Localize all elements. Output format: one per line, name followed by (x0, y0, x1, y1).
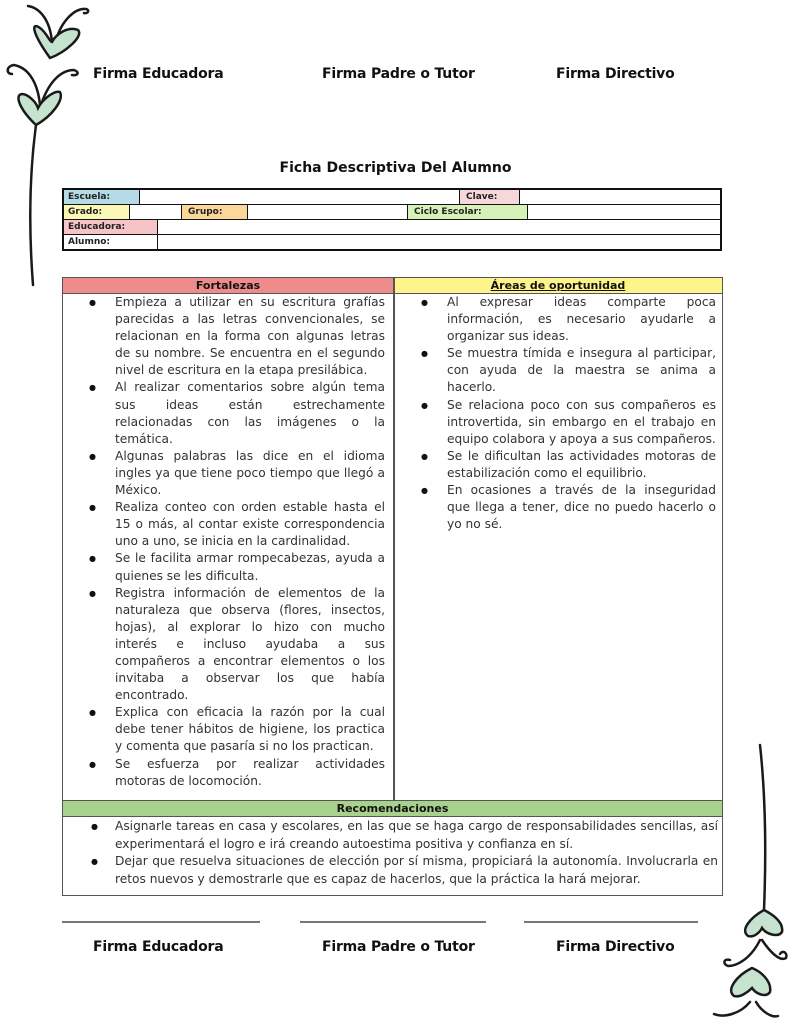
recomendacion-item: ● Asignarle tareas en casa y escolares, en las que se haga cargo de responsabilidades sencillas, así experimentará el logro e irá creando autoestima positiva y confianza en sí. (63, 818, 722, 853)
fortaleza-item: ● Realiza conteo con orden estable hasta el 15 o más, al contar existe correspondencia uno a uno, se inicia en la cardinalidad. (63, 499, 385, 550)
fortaleza-item: ● Registra información de elementos de la naturaleza que observa (flores, insectos, hojas), al explorar lo hizo con mucho interés e incluso ayudaba a sus compañeros a encontrar elementos o los invitaba a observar los que había encontrado. (63, 585, 385, 705)
educadora-label: Educadora: (64, 220, 158, 234)
recomendaciones-header: Recomendaciones (63, 800, 722, 817)
signature-line-directivo (524, 921, 698, 923)
grado-label: Grado: (64, 205, 130, 219)
info-row-grado (64, 205, 720, 220)
info-row-alumno (64, 235, 720, 249)
fortaleza-item: ● Al realizar comentarios sobre algún tema sus ideas están estrechamente relacionadas con las imágenes o la temática. (63, 379, 385, 447)
grupo-field[interactable] (248, 205, 408, 219)
bottom-signature-educadora: Firma Educadora (93, 939, 224, 955)
recomendaciones-section (63, 818, 722, 888)
grado-field[interactable] (130, 205, 182, 219)
fortaleza-item: ● Explica con eficacia la razón por la cual debe tener hábitos de higiene, los practica y comenta que pasaría si no los practican. (63, 704, 385, 755)
alumno-label: Alumno: (64, 235, 158, 249)
ciclo-escolar-field[interactable] (528, 205, 720, 219)
info-row-educadora (64, 220, 720, 235)
fortalezas-list (63, 294, 385, 790)
fortaleza-item: ● Algunas palabras las dice en el idioma ingles ya que tiene poco tiempo que llegó a México. (63, 448, 385, 499)
areas-oportunidad-list (395, 294, 716, 533)
signature-line-educadora (62, 921, 260, 923)
area-oportunidad-item: ● Se muestra tímida e insegura al participar, con ayuda de la maestra se anima a hacerlo. (395, 345, 716, 396)
clave-label: Clave: (460, 190, 520, 204)
signature-line-padre-tutor (300, 921, 486, 923)
educadora-field[interactable] (158, 220, 720, 234)
clave-field[interactable] (520, 190, 720, 204)
top-signature-padre-tutor: Firma Padre o Tutor (322, 66, 475, 82)
info-row-escuela (64, 190, 720, 205)
area-oportunidad-item: ● Se relaciona poco con sus compañeros es introvertida, sin embargo en el trabajo en equipo colabora y apoya a sus compañeros. (395, 397, 716, 448)
escuela-field[interactable] (140, 190, 460, 204)
area-oportunidad-item: ● Al expresar ideas comparte poca información, es necesario ayudarle a organizar sus ideas. (395, 294, 716, 345)
leaf-icon (34, 26, 79, 58)
recomendacion-item: ● Dejar que resuelva situaciones de elección por sí misma, propiciará la autonomía. Involucrarla en retos nuevos y demostrarle que es capaz de hacerlos, que la práctica la hará mejorar. (63, 853, 722, 888)
fortaleza-item: ● Se le facilita armar rompecabezas, ayuda a quienes se les dificulta. (63, 550, 385, 584)
ciclo-escolar-label: Ciclo Escolar: (408, 205, 528, 219)
recomendaciones-list (63, 818, 722, 888)
leaf-icon (731, 968, 770, 996)
fortaleza-item: ● Empieza a utilizar en su escritura grafías parecidas a las letras convencionales, se relacionan en la forma con algunas letras de su nombre. Se encuentra en el segundo nivel de escritura en la etapa presilábica. (63, 294, 385, 379)
fortalezas-column (63, 294, 385, 790)
area-oportunidad-item: ● Se le dificultan las actividades motoras de estabilización como el equilibrio. (395, 448, 716, 482)
evaluation-table (62, 277, 723, 896)
fortalezas-header: Fortalezas (63, 278, 393, 294)
alumno-field[interactable] (158, 235, 720, 249)
area-oportunidad-item: ● En ocasiones a través de la inseguridad que llega a tener, dice no puedo hacerlo o yo no sé. (395, 482, 716, 533)
page-title: Ficha Descriptiva Del Alumno (279, 160, 512, 176)
bottom-signature-padre-tutor: Firma Padre o Tutor (322, 939, 475, 955)
top-signature-directivo: Firma Directivo (556, 66, 675, 82)
fortaleza-item: ● Se esfuerza por realizar actividades motoras de locomoción. (63, 756, 385, 790)
top-signature-educadora: Firma Educadora (93, 66, 224, 82)
leaf-icon (745, 910, 782, 936)
areas-oportunidad-header: Áreas de oportunidad (394, 278, 722, 294)
areas-column (395, 294, 716, 533)
bottom-signature-directivo: Firma Directivo (556, 939, 675, 955)
grupo-label: Grupo: (182, 205, 248, 219)
student-info-table (62, 188, 722, 251)
escuela-label: Escuela: (64, 190, 140, 204)
